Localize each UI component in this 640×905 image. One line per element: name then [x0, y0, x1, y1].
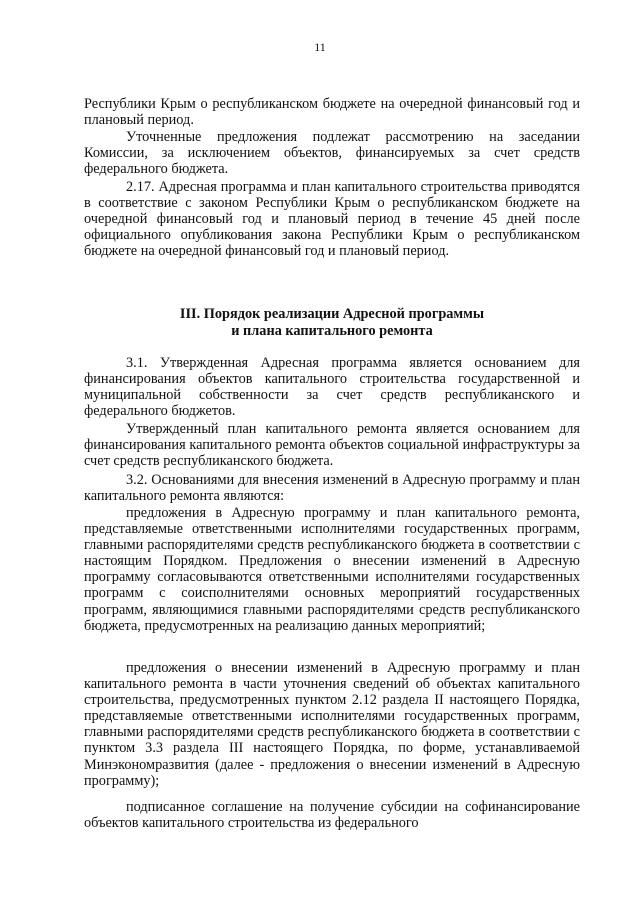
paragraph-change-proposals: предложения о внесении изменений в Адресную программу и план капитального ремонта в части уточнения сведений об объектах капитального строительства, предусмотренных пунктом 2.12 раздела II настоящего Порядка, представляемые ответственными исполнителями государственных программ, главными распорядителями средств республиканского бюджета в соответствии с пунктом 3.3 раздела III настоящего Порядка, по форме, устанавливаемой Минэкономразвития (далее - предложения о внесении изменений в Адресную программу); — [84, 660, 580, 789]
section-heading-line-1: III. Порядок реализации Адресной программы — [179, 306, 485, 322]
paragraph-capital-repair-plan: Утвержденный план капитального ремонта является основанием для финансирования капитального ремонта объектов социальной инфраструктуры за счет средств республиканского бюджета. — [84, 421, 580, 470]
section-heading-line-2: и плана капитального ремонта — [231, 323, 433, 339]
paragraph-3-1-number: 3.1. — [126, 355, 160, 371]
paragraph-3-1 — [84, 355, 580, 419]
paragraph-signed-agreement: подписанное соглашение на получение субсидии на софинансирование объектов капитального строительства из федерального — [84, 799, 580, 832]
paragraph-proposals: предложения в Адресную программу и план капитального ремонта, представляемые ответственными исполнителями государственных программ, главными распорядителями средств республиканского бюджета в соответствии с настоящим Порядком. Предложения о внесении изменений в Адресную программу согласовываются ответственными исполнителями государственных программ с соисполнителями основных мероприятий государственных программ, являющимися главными распорядителями средств республиканского бюджета, предусмотренных на реализацию данных мероприятий; — [84, 505, 580, 634]
section-heading — [84, 306, 580, 340]
paragraph-3-1-text: Утвержденная Адресная программа является основанием для финансирования объектов капитального строительства государственной и муниципальной собственности за счет средств республиканского и федерального бюджетов. — [84, 355, 580, 420]
paragraph-refined-proposals: Уточненные предложения подлежат рассмотрению на заседании Комиссии, за исключением объектов, финансируемых за счет средств федерального бюджета. — [84, 129, 580, 178]
paragraph-continuation: Республики Крым о республиканском бюджете на очередной финансовый год и плановый период. — [84, 96, 580, 129]
page-number: 11 — [314, 40, 326, 54]
paragraph-3-2: 3.2. Основаниями для внесения изменений в Адресную программу и план капитального ремонта являются: — [84, 472, 580, 505]
paragraph-2-17: 2.17. Адресная программа и план капитального строительства приводятся в соответствие с законом Республики Крым о республиканском бюджете на очередной финансовый год и плановый период в течение 45 дней после официального опубликования закона Республики Крым о республиканском бюджете на очередной финансовый год и плановый период. — [84, 179, 580, 260]
